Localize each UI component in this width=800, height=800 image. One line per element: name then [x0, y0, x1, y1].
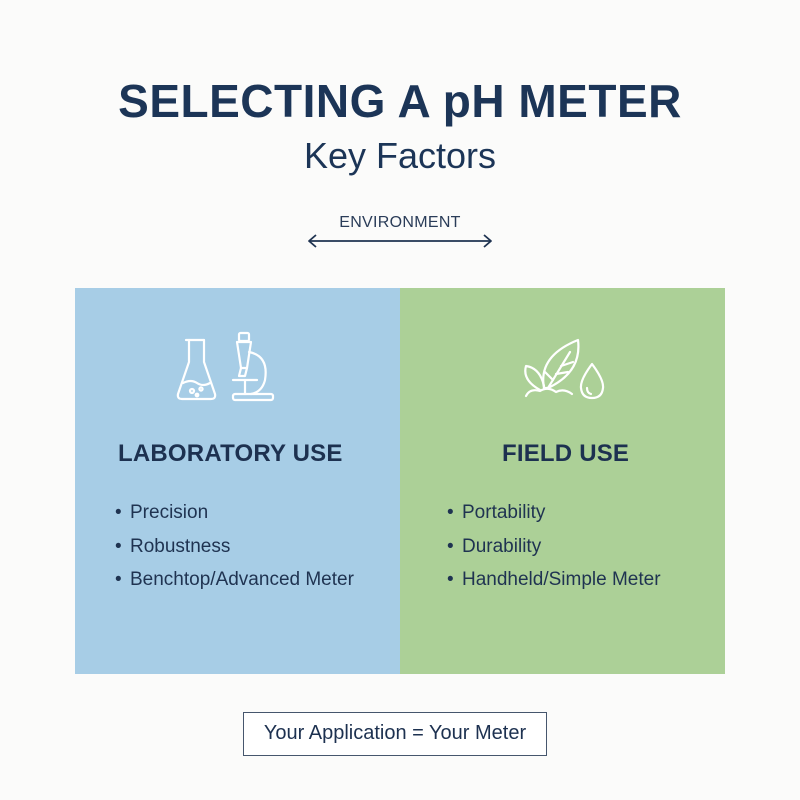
list-item: • Portability	[447, 496, 661, 530]
field-icon-group	[516, 328, 616, 413]
field-heading: FIELD USE	[502, 440, 630, 467]
footer-summary-box: Your Application = Your Meter	[243, 712, 547, 756]
list-item: • Durability	[447, 530, 661, 564]
lab-heading: LABORATORY USE	[118, 440, 343, 467]
double-arrow-icon	[306, 232, 494, 250]
laboratory-panel	[75, 288, 400, 674]
list-item: • Handheld/Simple Meter	[447, 563, 661, 597]
list-item: • Precision	[115, 496, 354, 530]
list-item: • Benchtop/Advanced Meter	[115, 563, 354, 597]
field-factor-list	[447, 496, 661, 597]
leaf-icon	[525, 340, 578, 396]
field-panel	[400, 288, 725, 674]
page-title: SELECTING A pH METER	[118, 75, 682, 127]
lab-icon-group	[173, 328, 283, 409]
microscope-icon	[233, 333, 273, 400]
lab-factor-list	[115, 496, 354, 597]
water-drop-icon	[581, 364, 603, 398]
list-item: • Robustness	[115, 530, 354, 564]
page-subtitle: Key Factors	[303, 135, 497, 176]
flask-icon	[178, 340, 215, 399]
environment-label: ENVIRONMENT	[339, 214, 461, 231]
